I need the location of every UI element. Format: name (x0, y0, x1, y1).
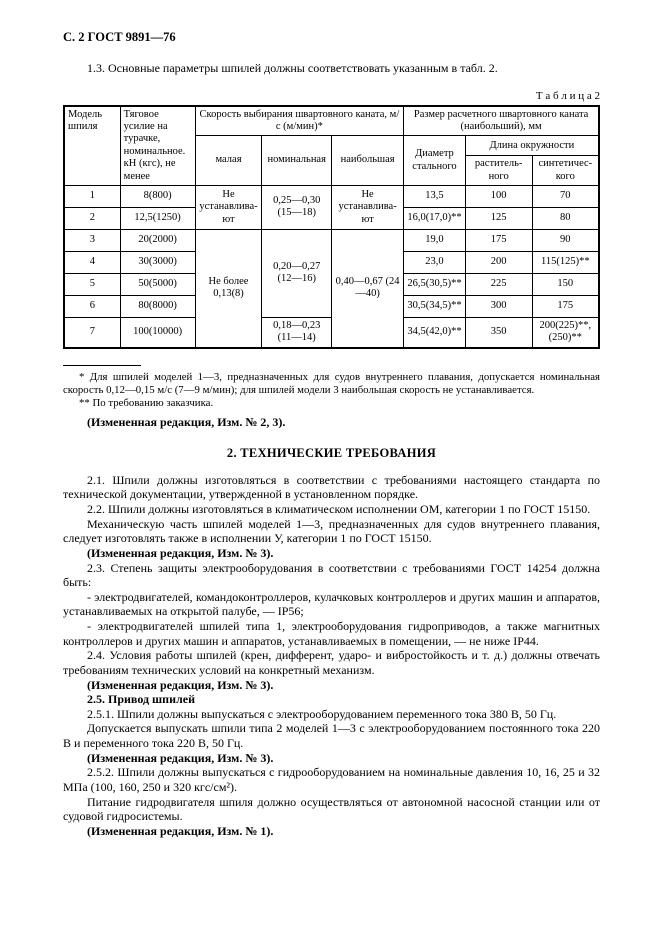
footnote-star: * Для шпилей моделей 1—3, предназначенных для судов внутреннего плавания, допускается номинальная скорость 0,12—0,15 м/с (7—9 м/мин); для шпилей модели 3 наибольшая скорость не устанавливается. (63, 370, 600, 396)
paragraph-2-2: 2.2. Шпили должны изготовляться в климатическом исполнении ОМ, категории 1 по ГОСТ 15150. (87, 502, 591, 517)
cell-model: 7 (64, 317, 120, 347)
cell-diameter: 23,0 (404, 251, 466, 273)
cell-circ-synthetic: 80 (532, 207, 599, 229)
cell-model: 3 (64, 229, 120, 251)
header-speed-group: Скорость выбирания швартовного каната, м/с (м/мин)* (195, 106, 404, 136)
footnote-separator (63, 365, 141, 366)
cell-circ-vegetable: 175 (465, 229, 532, 251)
cell-circ-synthetic: 90 (532, 229, 599, 251)
cell-pull: 80(8000) (120, 295, 195, 317)
table-row-model-3 (64, 229, 599, 251)
table-header-row-1 (64, 106, 599, 136)
footnote-double-star: ** По требованию заказчика. (79, 396, 214, 409)
table-caption: Т а б л и ц а 2 (535, 89, 600, 102)
cell-model: 2 (64, 207, 120, 229)
paragraph-2-5-2-cont: Питание гидродвигателя шпиля должно осуществляться от автономной насосной станции или от судовой гидросистемы. (63, 794, 600, 824)
header-rope-circumference: Длина окружности (465, 136, 599, 156)
paragraph-2-2-cont: Механическую часть шпилей моделей 1—3, предназначенных для судов внутреннего плавания, следует изготовлять также в исполнении У, категории 1 по ГОСТ 15150. (63, 516, 600, 546)
paragraph-2-3: 2.3. Степень защиты электрооборудования в соответствии с требованиями ГОСТ 14254 должна быть: (63, 560, 600, 590)
header-rope-diameter: Диаметр стального (404, 136, 466, 186)
amendment-note: (Измененная редакция, Изм. № 3). (87, 750, 274, 765)
cell-diameter: 26,5(30,5)** (404, 273, 466, 295)
cell-circ-synthetic: 70 (532, 185, 599, 207)
cell-pull: 8(800) (120, 185, 195, 207)
cell-circ-synthetic: 200(225)**, (250)** (532, 317, 599, 347)
cell-speed-max: Не устанавлива- ют (331, 185, 403, 229)
cell-circ-vegetable: 225 (465, 273, 532, 295)
header-rope-group: Размер расчетного швартовного каната (наибольший), мм (404, 106, 599, 136)
cell-speed-small: Не устанавлива- ют (195, 185, 262, 229)
cell-speed-nominal: 0,20—0,27 (12—16) (262, 229, 332, 317)
header-speed-small: малая (195, 136, 262, 186)
header-speed-max: наибольшая (331, 136, 403, 186)
cell-circ-synthetic: 115(125)** (532, 251, 599, 273)
cell-speed-max: 0,40—0,67 (24—40) (331, 229, 403, 347)
cell-diameter: 34,5(42,0)** (404, 317, 466, 347)
amendment-note: (Измененная редакция, Изм. № 3). (87, 545, 274, 560)
cell-model: 6 (64, 295, 120, 317)
cell-circ-vegetable: 350 (465, 317, 532, 347)
amendment-note: (Измененная редакция, Изм. № 1). (87, 823, 274, 838)
paragraph-2-5-2: 2.5.2. Шпили должны выпускаться с гидрооборудованием на номинальные давления 10, 16, 25 и 32 МПа (100, 160, 250 и 320 кгс/см²). (63, 765, 600, 794)
cell-speed-small: Не более 0,13(8) (195, 229, 262, 347)
cell-pull: 20(2000) (120, 229, 195, 251)
cell-model: 5 (64, 273, 120, 295)
cell-pull: 30(3000) (120, 251, 195, 273)
cell-pull: 50(5000) (120, 273, 195, 295)
header-rope-vegetable: раститель- ного (465, 156, 532, 186)
cell-circ-synthetic: 150 (532, 273, 599, 295)
header-rope-synthetic: синтетичес- кого (532, 156, 599, 186)
paragraph-1-3: 1.3. Основные параметры шпилей должны соответствовать указанным в табл. 2. (87, 61, 498, 75)
header-speed-nominal: номинальная (262, 136, 332, 186)
cell-speed-nominal: 0,18—0,23 (11—14) (262, 317, 332, 347)
cell-diameter: 16,0(17,0)** (404, 207, 466, 229)
cell-circ-vegetable: 200 (465, 251, 532, 273)
table-row-model-1 (64, 185, 599, 207)
cell-model: 1 (64, 185, 120, 207)
cell-model: 4 (64, 251, 120, 273)
cell-pull: 12,5(1250) (120, 207, 195, 229)
section-2-title: 2. ТЕХНИЧЕСКИЕ ТРЕБОВАНИЯ (226, 445, 437, 460)
cell-circ-synthetic: 175 (532, 295, 599, 317)
header-pull: Тяговое усилие на турачке, номинальное. кН (кгс), не менее (120, 106, 195, 186)
paragraph-2-3-item-1: - электродвигателей, командоконтроллеров, кулачковых контроллеров и других машин и аппаратов, устанавливаемых на открытой палубе, — IP56; (63, 589, 600, 619)
cell-pull: 100(10000) (120, 317, 195, 347)
cell-circ-vegetable: 100 (465, 185, 532, 207)
amendment-note: (Измененная редакция, Изм. № 3). (87, 677, 274, 692)
cell-circ-vegetable: 125 (465, 207, 532, 229)
header-model: Модель шпиля (64, 106, 120, 186)
cell-speed-nominal: 0,25—0,30 (15—18) (262, 185, 332, 229)
cell-diameter: 30,5(34,5)** (404, 295, 466, 317)
parameters-table (63, 105, 600, 349)
cell-diameter: 19,0 (404, 229, 466, 251)
paragraph-2-4: 2.4. Условия работы шпилей (крен, дифферент, ударо- и вибростойкость и т. д.) должны отвечать требованиям технических условий на конкретный механизм. (63, 648, 600, 677)
page-header: С. 2 ГОСТ 9891—76 (63, 30, 176, 44)
paragraph-2-3-item-2: - электродвигателей шпилей типа 1, электрооборудования гидроприводов, а также магнитных контроллеров и других машин и аппаратов, устанавливаемых в помещении, — не ниже IP44. (63, 619, 600, 648)
amendment-note: (Измененная редакция, Изм. № 2, 3). (87, 415, 286, 430)
paragraph-2-5-1: 2.5.1. Шпили должны выпускаться с электрооборудованием переменного тока 380 В, 50 Гц. (87, 706, 557, 721)
paragraph-2-5: 2.5. Привод шпилей (87, 692, 195, 707)
paragraph-2-1: 2.1. Шпили должны изготовляться в соответствии с требованиями настоящего стандарта по технической документации, утвержденной в установленном порядке. (63, 472, 600, 502)
cell-diameter: 13,5 (404, 185, 466, 207)
paragraph-2-5-1-cont: Допускается выпускать шпили типа 2 моделей 1—3 с электрооборудованием постоянного тока 220 В и переменного тока 220 В, 50 Гц. (63, 721, 600, 751)
cell-circ-vegetable: 300 (465, 295, 532, 317)
